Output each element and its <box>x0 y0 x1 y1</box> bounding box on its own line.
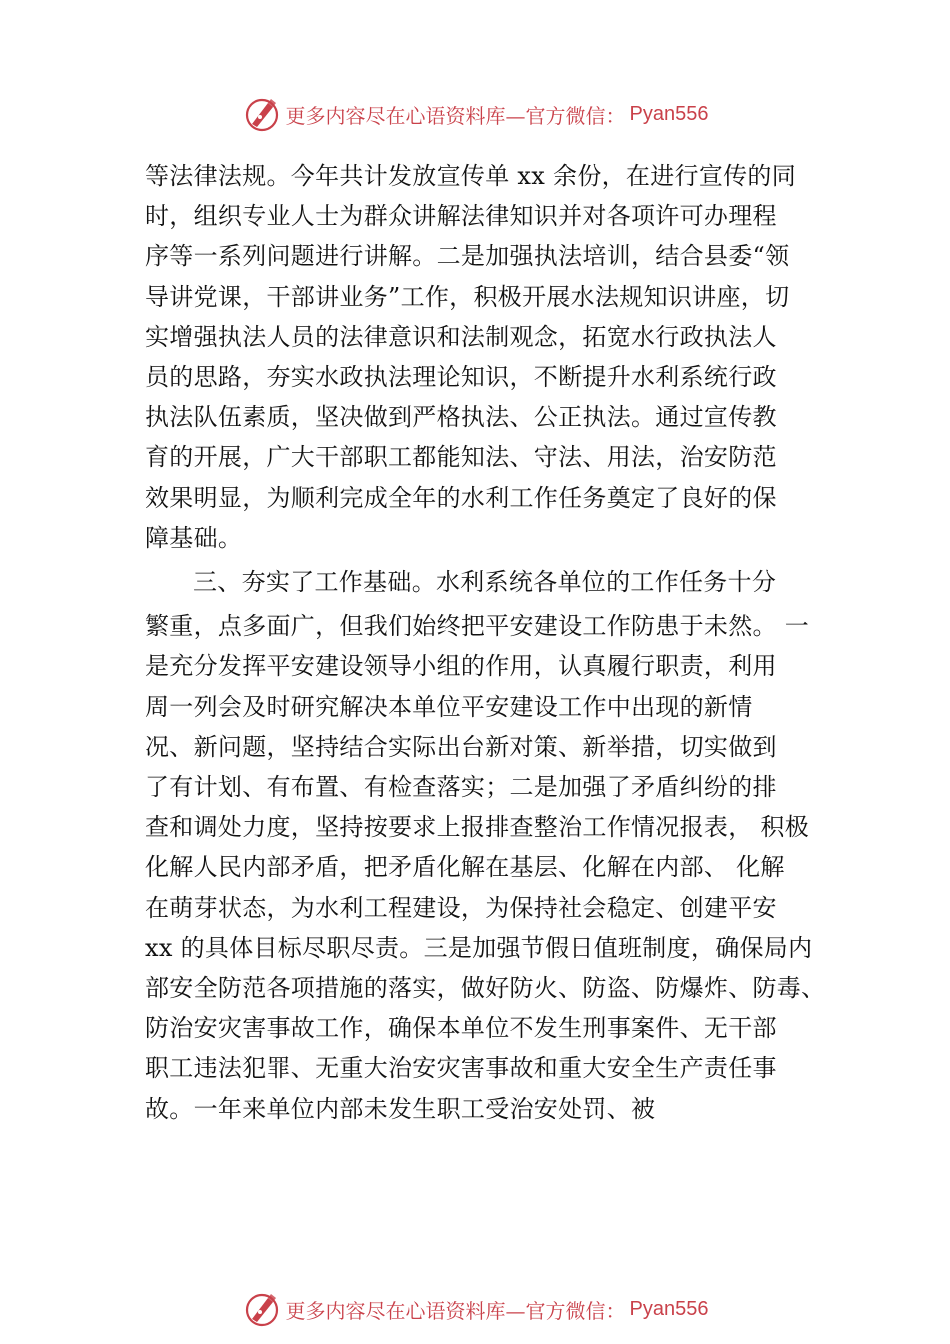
text-line: 周一列会及时研究解决本单位平安建设工作中出现的新情 <box>145 692 753 721</box>
header-banner <box>0 92 950 136</box>
footer-text: 更多内容尽在心语资料库—官方微信： <box>285 1298 626 1323</box>
header-text: 更多内容尽在心语资料库—官方微信： <box>285 103 626 128</box>
pen-logo-icon <box>242 94 282 134</box>
section-heading-line: 三、夯实了工作基础。水利系统各单位的工作任务十分 <box>193 568 777 597</box>
text-line: 故。一年来单位内部未发生职工受治安处罚、被 <box>145 1094 656 1123</box>
text-line: 防治安灾害事故工作，确保本单位不发生刑事案件、无干部 <box>145 1014 777 1043</box>
text-line: 繁重，点多面广，但我们始终把平安建设工作防患于未然。 一 <box>145 612 810 641</box>
text-line: 时，组织专业人士为群众讲解法律知识并对各项许可办理程 <box>145 202 777 231</box>
text-line: xx 的具体目标尽职尽责。三是加强节假日值班制度，确保局内 <box>145 933 813 962</box>
text-line: 序等一系列问题进行讲解。二是加强执法培训，结合县委“领 <box>145 242 790 271</box>
text-line: 育的开展，广大干部职工都能知法、守法、用法，治安防范 <box>145 443 777 472</box>
text-line: 实增强执法人员的法律意识和法制观念，拓宽水行政执法人 <box>145 322 777 351</box>
footer-banner <box>0 1287 950 1331</box>
text-line: 了有计划、有布置、有检查落实；二是加强了矛盾纠纷的排 <box>145 773 777 802</box>
text-line: 部安全防范各项措施的落实，做好防火、防盗、防爆炸、防毒、 <box>145 974 826 1003</box>
text-line: 职工违法犯罪、无重大治安灾害事故和重大安全生产责任事 <box>145 1054 777 1083</box>
header-wechat-id: Pyan556 <box>629 102 709 125</box>
text-line: 是充分发挥平安建设领导小组的作用，认真履行职责，利用 <box>145 652 777 681</box>
text-line: 况、新问题，坚持结合实际出台新对策、新举措，切实做到 <box>145 732 777 761</box>
text-line: 查和调处力度，坚持按要求上报排查整治工作情况报表， 积极 <box>145 813 810 842</box>
text-line: 障基础。 <box>145 523 243 552</box>
paragraph-2 <box>145 562 825 1129</box>
paragraph-1 <box>145 156 825 558</box>
text-line: 执法队伍素质，坚决做到严格执法、公正执法。通过宣传教 <box>145 403 777 432</box>
text-line: 化解人民内部矛盾，把矛盾化解在基层、化解在内部、 化解 <box>145 853 785 882</box>
text-line: 员的思路，夯实水政执法理论知识，不断提升水利系统行政 <box>145 363 777 392</box>
pen-logo-icon <box>242 1289 282 1329</box>
text-line: 在萌芽状态，为水利工程建设，为保持社会稳定、创建平安 <box>145 893 777 922</box>
text-line: 等法律法规。今年共计发放宣传单 xx 余份，在进行宣传的同 <box>145 162 797 190</box>
text-line: 导讲党课，干部讲业务”工作，积极开展水法规知识讲座，切 <box>145 282 790 311</box>
document-body <box>145 156 825 1129</box>
footer-wechat-id: Pyan556 <box>629 1297 709 1320</box>
text-line: 效果明显，为顺利完成全年的水利工作任务奠定了良好的保 <box>145 483 777 512</box>
